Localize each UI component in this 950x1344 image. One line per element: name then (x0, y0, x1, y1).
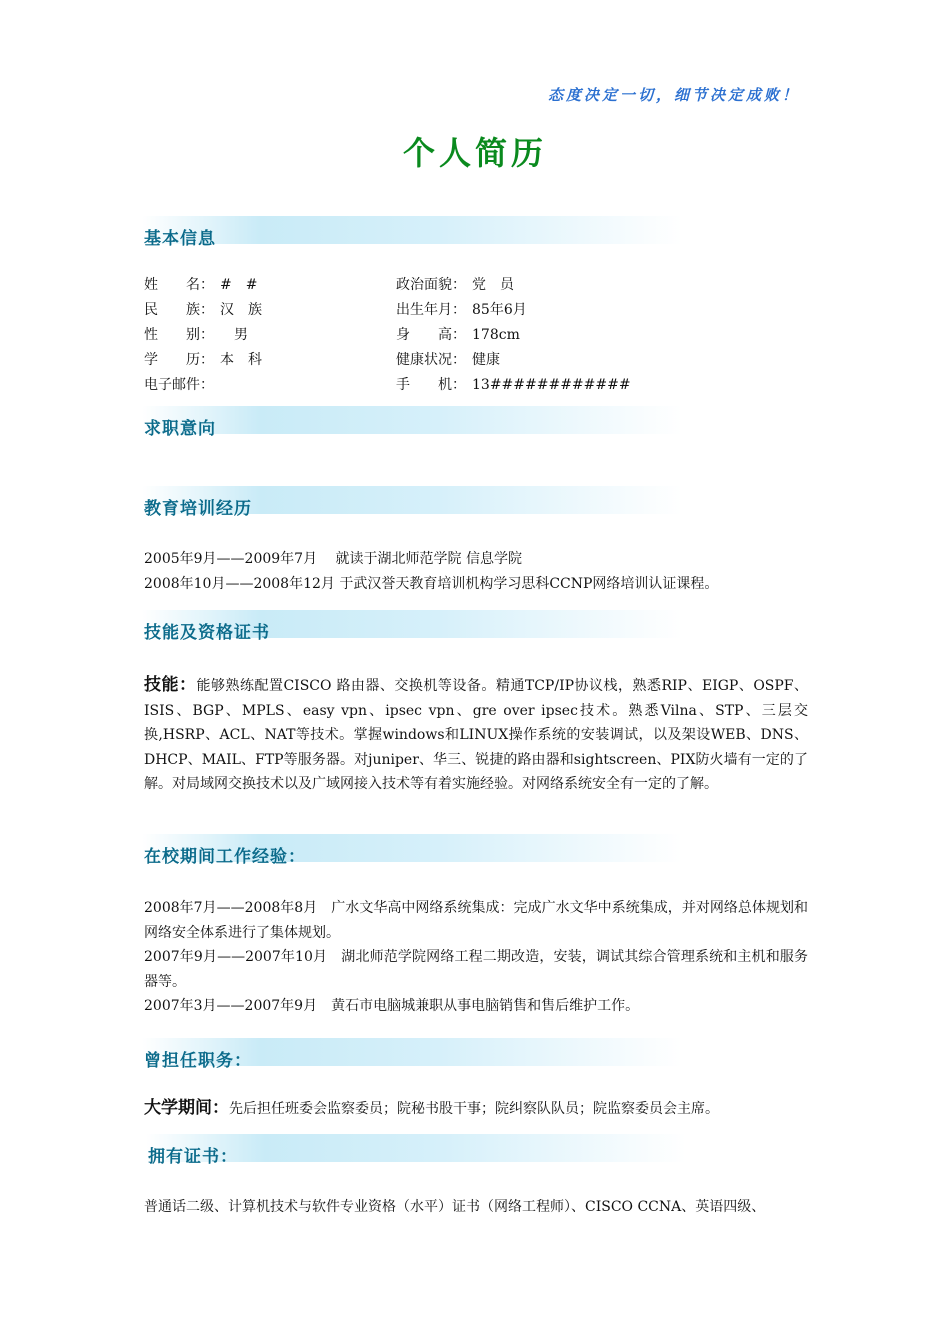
section-education (142, 486, 682, 519)
section-title: 基本信息 (144, 229, 216, 249)
section-basic-info (142, 216, 682, 249)
info-label: 手 机： (396, 377, 466, 393)
info-row (144, 348, 262, 373)
section-title: 曾担任职务： (144, 1051, 252, 1071)
info-label: 学 历： (144, 352, 214, 368)
info-value: 健康 (472, 352, 500, 368)
section-positions (142, 1038, 682, 1071)
info-value: 85年6月 (472, 302, 527, 318)
certificates-text: 普通话二级、计算机技术与软件专业资格（水平）证书（网络工程师）、CISCO CCNA、英语四级、 (144, 1199, 766, 1215)
info-value: 本 科 (220, 352, 262, 368)
info-label: 健康状况： (396, 352, 466, 368)
skills-paragraph (144, 673, 808, 797)
positions-text: 先后担任班委会监察委员；院秘书股干事；院纠察队队员；院监察委员会主席。 (229, 1101, 719, 1117)
info-label: 出生年月： (396, 302, 466, 318)
list-item: 2007年9月——2007年10月 湖北师范学院网络工程二期改造，安装，调试其综合管理系统和主机和服务器等。 (144, 949, 808, 990)
info-row (396, 348, 631, 373)
info-row (396, 373, 631, 398)
skills-text: 能够熟练配置CISCO 路由器、交换机等设备。精通TCP/IP协议栈，熟悉RIP、EIGP、OSPF、ISIS、BGP、MPLS、easy vpn、ipsec vpn、gre over ipsec技术。熟悉Vilna、STP、三层交换,HSRP、ACL、NAT等技术。掌握windows和LINUX操作系统的安装调试，以及架设WEB、DNS、DHCP、MAIL、FTP等服务器。对juniper、华三、锐捷的路由器和sightscreen、PIX防火墙有一定的了解。对局域网交换技术以及广域网接入技术等有着实施经验。对网络系统安全有一定的了解。 (144, 678, 809, 792)
positions-paragraph (144, 1096, 808, 1122)
info-value: 男 (220, 327, 248, 343)
info-label: 姓 名： (144, 277, 214, 293)
section-campus-experience (142, 834, 682, 867)
section-title: 技能及资格证书 (144, 623, 270, 643)
section-title: 在校期间工作经验： (144, 847, 306, 867)
section-certificates (146, 1134, 686, 1167)
info-row (144, 298, 262, 323)
basic-info-right (396, 273, 631, 398)
info-row (144, 273, 262, 298)
page-title: 个人简历 (402, 134, 547, 172)
section-skills (142, 610, 682, 643)
section-title: 求职意向 (144, 419, 216, 439)
info-row (144, 373, 262, 398)
list-item: 2008年10月——2008年12月 于武汉誉天教育培训机构学习思科CCNP网络培训认证课程。 (144, 576, 719, 592)
education-list (144, 547, 718, 597)
info-row (396, 298, 631, 323)
info-value: 党 员 (472, 277, 514, 293)
info-row (144, 323, 262, 348)
info-label: 政治面貌： (396, 277, 466, 293)
section-job-intent (142, 406, 682, 439)
campus-list (144, 896, 808, 1019)
info-label: 身 高： (396, 327, 466, 343)
info-row (396, 323, 631, 348)
info-label: 性 别： (144, 327, 214, 343)
list-item: 2008年7月——2008年8月 广水文华高中网络系统集成：完成广水文华中系统集成，并对网络总体规划和网络安全体系进行了集体规划。 (144, 900, 808, 941)
info-value: 汉 族 (220, 302, 262, 318)
section-title: 拥有证书： (148, 1147, 238, 1167)
positions-label: 大学期间： (144, 1098, 229, 1118)
info-value: 178cm (472, 327, 520, 343)
skills-label: 技能： (144, 675, 197, 695)
info-label: 民 族： (144, 302, 214, 318)
info-value: 13############ (472, 377, 631, 393)
section-title: 教育培训经历 (144, 499, 252, 519)
info-label: 电子邮件： (144, 377, 214, 393)
list-item: 2007年3月——2007年9月 黄石市电脑城兼职从事电脑销售和售后维护工作。 (144, 998, 640, 1014)
info-value: # # (220, 277, 258, 293)
info-row (396, 273, 631, 298)
motto: 态度决定一切，细节决定成败！ (547, 86, 800, 104)
basic-info-left (144, 273, 262, 398)
list-item: 2005年9月——2009年7月 就读于湖北师范学院 信息学院 (144, 551, 522, 567)
